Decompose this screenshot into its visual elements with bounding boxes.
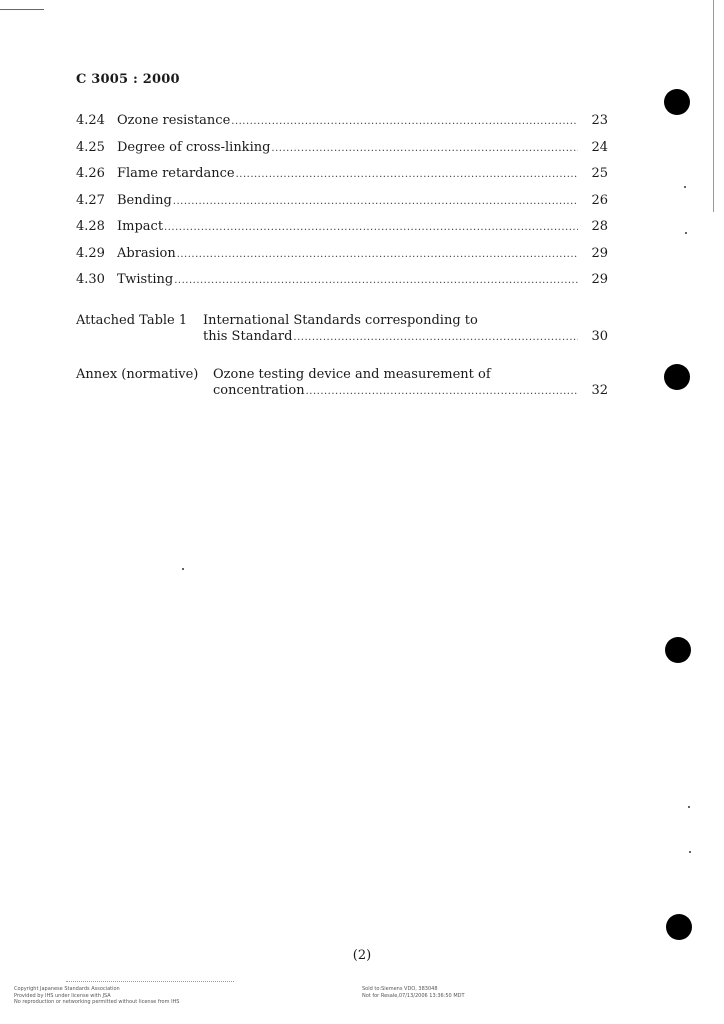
- toc-entry-page: 26: [591, 193, 608, 208]
- toc-annex-title: Ozone testing device and measurement of: [213, 367, 491, 382]
- toc-annex-continuation: [213, 383, 608, 401]
- footer-copyright-line: Provided by IHS under license with JSA: [14, 992, 111, 999]
- scan-border-line: [0, 9, 44, 10]
- footer-license-line: Sold to:Siemens VDO, 383048: [362, 986, 438, 992]
- toc-annex-label: Annex (normative): [76, 367, 199, 382]
- toc-entry: [76, 140, 608, 158]
- toc-entry-title: Impact: [117, 219, 164, 234]
- dot-leader: [173, 196, 578, 207]
- toc-entry: [76, 166, 608, 184]
- toc-annex-title-line2: concentration: [213, 383, 305, 398]
- toc-entry-title: Bending: [117, 193, 172, 208]
- dot-leader: [306, 386, 578, 397]
- dot-leader: [231, 116, 578, 127]
- toc-entry-page: 28: [591, 219, 608, 234]
- page-number: (2): [352, 948, 372, 963]
- dot-leader: [174, 275, 578, 286]
- toc-attached-table-title: International Standards corresponding to: [203, 313, 478, 328]
- standard-number: C 3005 : 2000: [76, 72, 180, 87]
- dot-leader: [164, 222, 578, 233]
- scan-speck: [685, 232, 687, 234]
- toc-entry-number: 4.26: [76, 166, 105, 181]
- toc-entry-page: 29: [591, 272, 608, 287]
- punch-hole-3: [665, 637, 691, 663]
- toc-annex-page: 32: [591, 383, 608, 398]
- toc-entry-number: 4.29: [76, 246, 105, 261]
- toc-entry-page: 29: [591, 246, 608, 261]
- toc-attached-table: [76, 313, 608, 349]
- punch-hole-1: [664, 89, 690, 115]
- toc-entry-title: Degree of cross-linking: [117, 140, 271, 155]
- dot-leader: [293, 332, 578, 343]
- toc-attached-table-page: 30: [591, 329, 608, 344]
- dot-leader: [271, 143, 578, 154]
- toc-annex: [76, 367, 608, 403]
- footer-copyright-line: Copyright Japanese Standards Association: [14, 986, 120, 992]
- punch-hole-4: [666, 914, 692, 940]
- toc-entry: [76, 219, 608, 237]
- toc-entry-title: Flame retardance: [117, 166, 235, 181]
- scan-speck: [182, 568, 184, 570]
- footer-divider: [66, 981, 234, 983]
- footer-license: [362, 986, 465, 999]
- toc-entry-title: Abrasion: [117, 246, 176, 261]
- scan-speck: [688, 806, 690, 808]
- toc-entry-title: Ozone resistance: [117, 113, 231, 128]
- toc-entry-number: 4.30: [76, 272, 105, 287]
- scan-speck: [689, 851, 691, 853]
- footer-copyright: [14, 986, 179, 1006]
- scan-edge-line: [713, 0, 714, 212]
- toc-entry-page: 25: [591, 166, 608, 181]
- toc-entry: [76, 246, 608, 264]
- toc-entry: [76, 272, 608, 290]
- toc-entry: [76, 193, 608, 211]
- dot-leader: [177, 249, 578, 260]
- toc-attached-table-label: Attached Table 1: [76, 313, 188, 328]
- toc-entry-number: 4.28: [76, 219, 105, 234]
- toc-entry-page: 24: [591, 140, 608, 155]
- toc-entry-title: Twisting: [117, 272, 174, 287]
- scan-speck: [684, 186, 686, 188]
- toc-entry-page: 23: [591, 113, 608, 128]
- toc-entry-number: 4.25: [76, 140, 105, 155]
- toc-entry: [76, 113, 608, 131]
- toc-attached-table-continuation: [203, 329, 608, 347]
- footer-license-line: Not for Resale,07/13/2006 13:36:50 MDT: [362, 992, 465, 999]
- toc-attached-table-title-line2: this Standard: [203, 329, 293, 344]
- toc-entry-number: 4.24: [76, 113, 105, 128]
- toc-entry-number: 4.27: [76, 193, 105, 208]
- dot-leader: [236, 169, 578, 180]
- footer-copyright-line: No reproduction or networking permitted without license from IHS: [14, 999, 180, 1005]
- punch-hole-2: [664, 364, 690, 390]
